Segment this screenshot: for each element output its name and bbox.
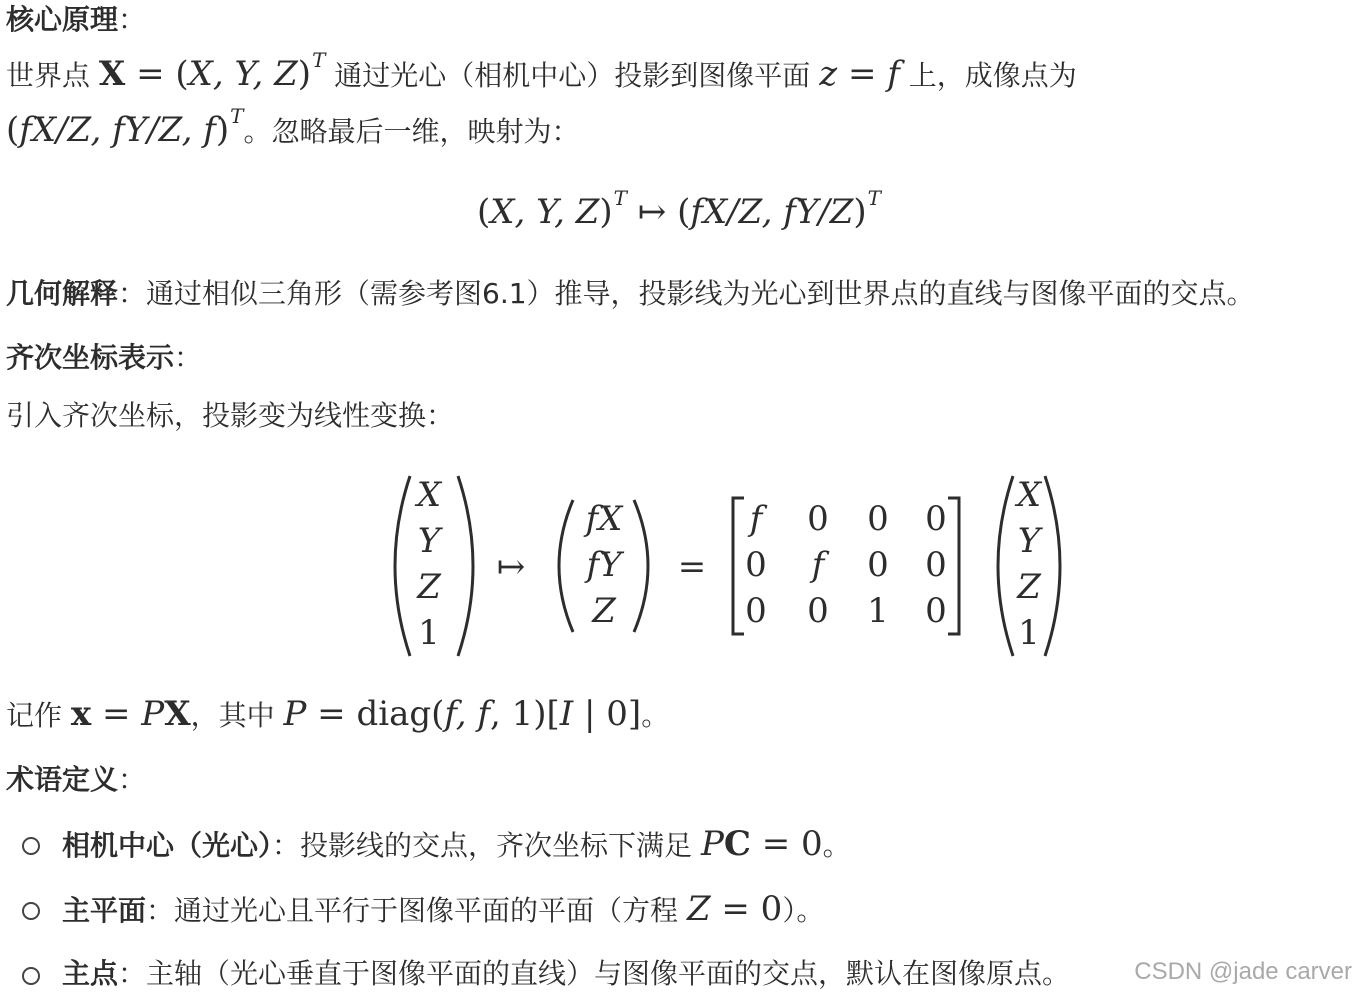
math-eq: = ( [125,54,189,94]
term-sep: ： [146,894,175,927]
vec-right-0: X [1016,475,1042,515]
watermark: CSDN @jade carver [1134,958,1352,985]
vec-right-3: 1 [1018,613,1040,653]
math-xyz: X, Y, Z [188,54,298,94]
vec-mid-2: Z [592,591,616,631]
math-paren: ) [599,192,613,232]
bullet-icon [22,837,40,855]
matrix-cell-2-3: 0 [925,591,947,631]
bracket-close [948,498,959,634]
math-eq-zero: = 0 [750,824,823,864]
text-denote: 记作 [6,699,71,732]
paren-right-close [1045,476,1060,656]
heading-core-principle [6,0,146,40]
term-desc: 投影线的交点，齐次坐标下满足 [300,829,701,862]
term-desc: 通过光心且平行于图像平面的平面（方程 [174,894,687,927]
term-desc: 主轴（光心垂直于图像平面的直线）与图像平面的交点，默认在图像原点。 [146,957,1071,990]
math-P: P [141,694,165,734]
matrix-cell-1-2: 0 [867,545,889,585]
paren-left-close [458,476,473,656]
math-eq: = [91,694,142,734]
math-image-coords: fX/Z, fY/Z, f [19,110,216,150]
math-diag: = diag( [306,694,445,734]
math-one: , 1)[ [490,694,560,734]
list-item [62,824,851,866]
bullet-icon [22,967,40,985]
vec-left-0: X [416,475,442,515]
text-homogeneous-intro: 引入齐次坐标，投影变为线性变换： [6,399,455,432]
math-transpose: T [613,186,627,210]
matrix-cell-0-0: f [749,499,763,539]
math-transpose: T [867,186,881,210]
math-eq-zero: = 0 [710,889,783,929]
math-paren: ( [677,192,691,232]
homogeneous-intro [6,396,454,436]
math-projected: fX/Z, fY/Z [690,192,854,232]
math-paren: ) [297,54,312,94]
paren-mid-close [634,500,648,632]
principle-line-2 [6,104,580,154]
term-camera-center: 相机中心（光心） [62,829,273,862]
math-paren: ) [853,192,867,232]
math-mapsto: ↦ [496,547,526,587]
math-equals: = [677,547,707,587]
vec-left-2: Z [417,567,441,607]
matrix-cell-2-1: 0 [807,591,829,631]
text-close: ）。 [782,894,825,927]
text-where: ，其中 [190,699,284,732]
math-I: I [559,694,574,734]
vec-left-3: 1 [418,613,440,653]
geometric-explanation [6,274,1255,314]
heading-terms [6,760,146,800]
matrix-cell-0-1: 0 [807,499,829,539]
text-image-point: 上，成像点为 [899,59,1077,92]
math-xyz: X, Y, Z [490,192,600,232]
text-period: 。 [822,829,851,862]
matrix-equation [380,466,1080,666]
display-equation-mapping [0,186,1358,238]
list-item [62,954,1070,994]
heading-colon: ： [118,3,147,36]
heading-text: 齐次坐标表示 [6,341,175,374]
text-ignore-dim: 。忽略最后一维，映射为： [243,115,580,148]
text-geometric: ：通过相似三角形（需参考图6.1）推导，投影线为光心到世界点的直线与图像平面的交点。 [118,277,1255,310]
math-paren: ( [6,110,20,150]
paren-mid-open [559,500,573,632]
math-transpose: T [230,104,244,128]
heading-colon: ： [174,341,203,374]
principle-line-1 [6,48,1077,98]
math-bold-C: C [723,824,751,864]
bracket-open [733,498,744,634]
matrix-cell-0-3: 0 [925,499,947,539]
heading-text: 核心原理 [6,3,119,36]
paren-left-open [395,476,410,656]
math-bold-X: X [164,694,191,734]
math-f: f [887,54,900,94]
vec-mid-1: fY [586,545,622,585]
math-ff: f, f [444,694,490,734]
vec-right-2: Z [1017,567,1041,607]
math-P: P [283,694,307,734]
math-P: P [700,824,724,864]
text-projection: 通过光心（相机中心）投影到图像平面 [325,59,820,92]
vec-mid-0: fX [585,499,623,539]
paren-right-open [998,476,1013,656]
math-mapsto: ↦ [627,192,678,232]
list-item [62,889,824,931]
heading-colon: ： [118,763,147,796]
text-world-point: 世界点 [6,59,99,92]
matrix-cell-1-3: 0 [925,545,947,585]
term-sep: ： [272,829,301,862]
heading-text: 术语定义 [6,763,119,796]
term-principal-plane: 主平面 [62,894,147,927]
notation-line [6,694,669,736]
heading-geometric: 几何解释 [6,277,119,310]
bullet-icon [22,902,40,920]
matrix-cell-1-0: 0 [745,545,767,585]
math-eq: = [837,54,888,94]
math-Z: Z [686,889,711,929]
matrix-cell-2-2: 1 [867,591,889,631]
matrix-cell-0-2: 0 [867,499,889,539]
term-sep: ： [118,957,147,990]
heading-homogeneous [6,338,202,378]
text-period: 。 [641,699,670,732]
vec-right-1: Y [1017,521,1041,561]
matrix-cell-1-1: f [811,545,825,585]
math-z: z [819,54,838,94]
vec-left-1: Y [417,521,441,561]
math-bold-X: X [98,54,126,94]
math-paren: ( [477,192,491,232]
math-bold-x: x [70,694,92,734]
math-transpose: T [312,48,326,72]
matrix-cell-2-0: 0 [745,591,767,631]
math-zero: | 0] [573,694,642,734]
term-principal-point: 主点 [62,957,119,990]
math-paren: ) [215,110,230,150]
